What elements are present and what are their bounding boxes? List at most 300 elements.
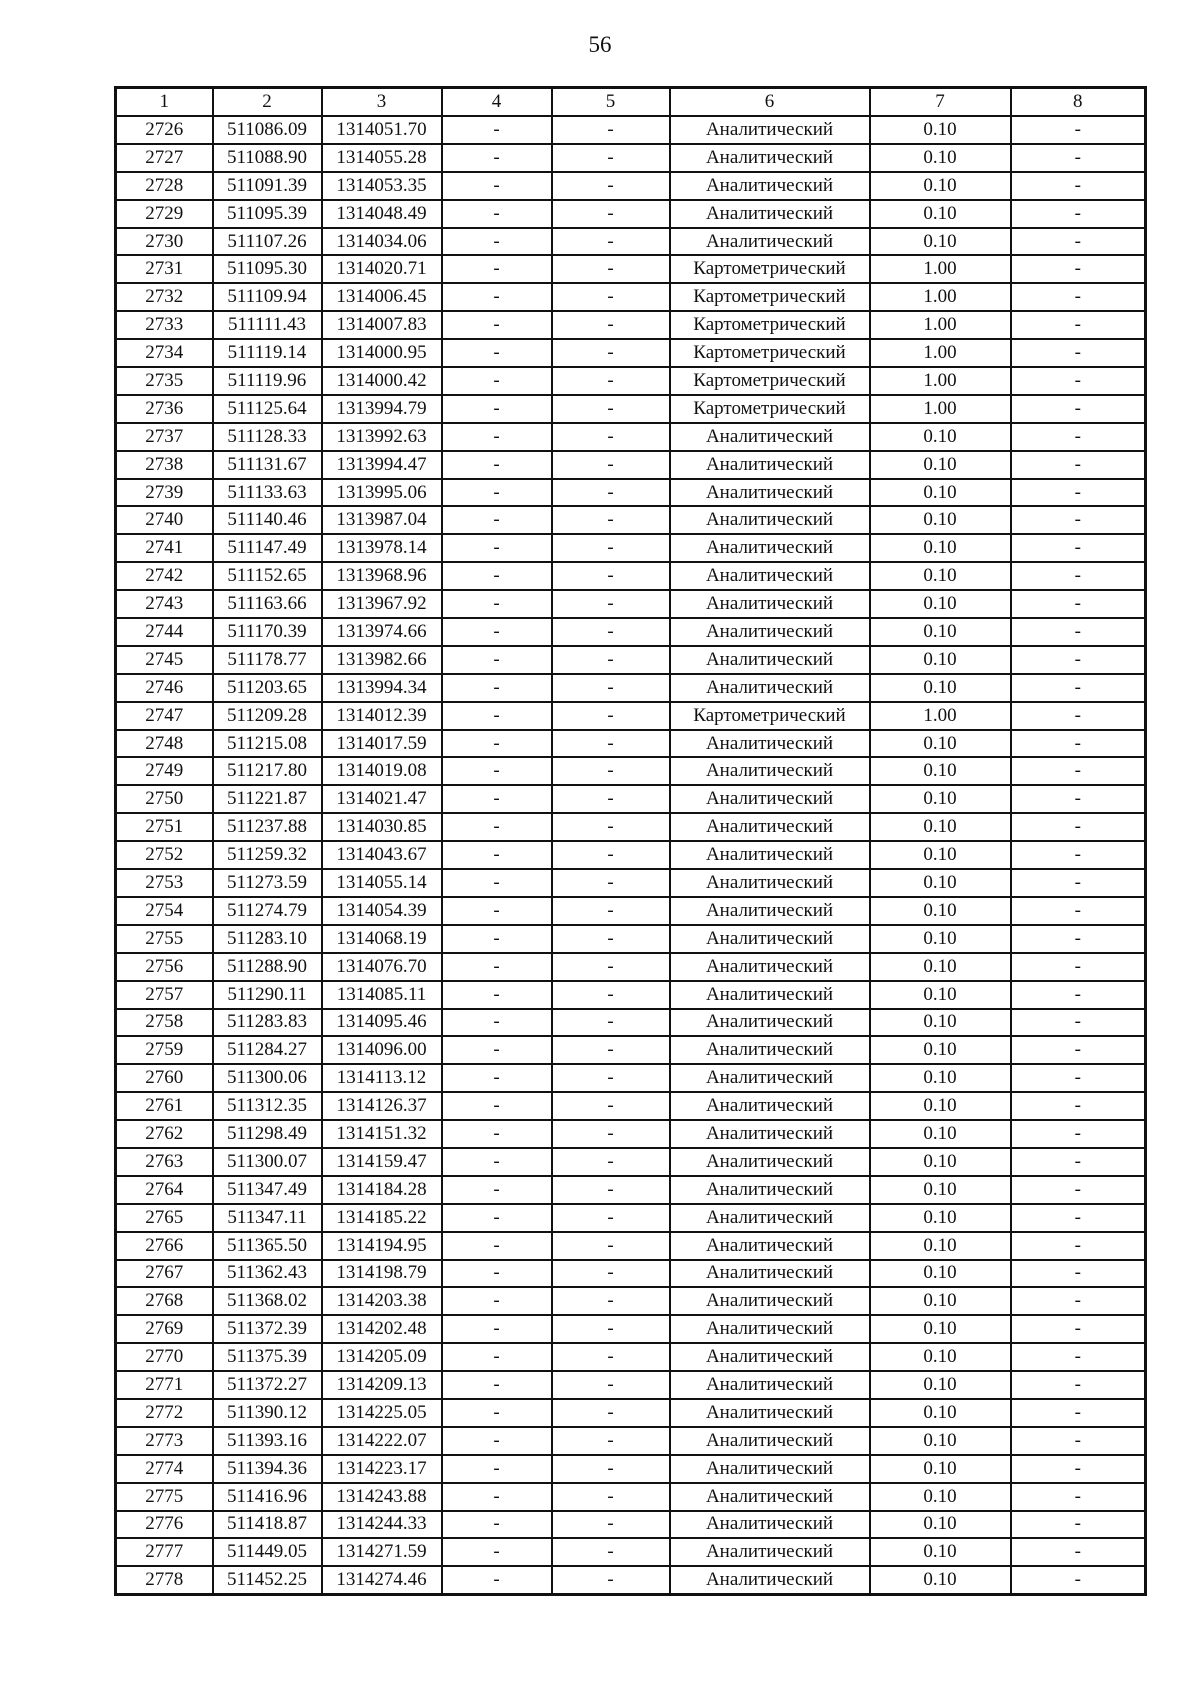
point-number-cell: 2744 <box>116 618 213 646</box>
x-coordinate-cell: 511362.43 <box>213 1260 322 1288</box>
column-4-cell: - <box>442 1538 552 1566</box>
point-number-cell: 2762 <box>116 1120 213 1148</box>
column-4-cell: - <box>442 1315 552 1343</box>
accuracy-cell: 0.10 <box>870 506 1011 534</box>
column-5-cell: - <box>552 255 670 283</box>
column-5-cell: - <box>552 339 670 367</box>
method-cell: Аналитический <box>670 1427 870 1455</box>
x-coordinate-cell: 511368.02 <box>213 1287 322 1315</box>
column-8-cell: - <box>1011 1148 1146 1176</box>
x-coordinate-cell: 511125.64 <box>213 395 322 423</box>
y-coordinate-cell: 1314054.39 <box>322 897 442 925</box>
column-8-cell: - <box>1011 255 1146 283</box>
column-5-cell: - <box>552 1176 670 1204</box>
column-5-cell: - <box>552 1232 670 1260</box>
table-row <box>116 255 1146 283</box>
table-row <box>116 1064 1146 1092</box>
accuracy-cell: 1.00 <box>870 367 1011 395</box>
method-cell: Аналитический <box>670 1260 870 1288</box>
column-8-cell: - <box>1011 1483 1146 1511</box>
column-5-cell: - <box>552 757 670 785</box>
column-4-cell: - <box>442 116 552 144</box>
x-coordinate-cell: 511163.66 <box>213 590 322 618</box>
table-row <box>116 981 1146 1009</box>
column-8-cell: - <box>1011 116 1146 144</box>
column-8-cell: - <box>1011 228 1146 256</box>
column-4-cell: - <box>442 1566 552 1594</box>
accuracy-cell: 0.10 <box>870 562 1011 590</box>
y-coordinate-cell: 1314205.09 <box>322 1343 442 1371</box>
column-8-cell: - <box>1011 1232 1146 1260</box>
column-4-cell: - <box>442 172 552 200</box>
point-number-cell: 2739 <box>116 479 213 507</box>
method-cell: Аналитический <box>670 1064 870 1092</box>
method-cell: Аналитический <box>670 451 870 479</box>
point-number-cell: 2727 <box>116 144 213 172</box>
point-number-cell: 2734 <box>116 339 213 367</box>
column-header-5: 5 <box>552 88 670 117</box>
accuracy-cell: 0.10 <box>870 200 1011 228</box>
column-4-cell: - <box>442 228 552 256</box>
x-coordinate-cell: 511393.16 <box>213 1427 322 1455</box>
column-8-cell: - <box>1011 1287 1146 1315</box>
x-coordinate-cell: 511347.11 <box>213 1204 322 1232</box>
x-coordinate-cell: 511347.49 <box>213 1176 322 1204</box>
table-row <box>116 172 1146 200</box>
accuracy-cell: 0.10 <box>870 1399 1011 1427</box>
column-8-cell: - <box>1011 506 1146 534</box>
column-5-cell: - <box>552 1148 670 1176</box>
point-number-cell: 2776 <box>116 1511 213 1539</box>
column-8-cell: - <box>1011 702 1146 730</box>
point-number-cell: 2749 <box>116 757 213 785</box>
column-4-cell: - <box>442 423 552 451</box>
table-row <box>116 1176 1146 1204</box>
table-row <box>116 283 1146 311</box>
column-4-cell: - <box>442 311 552 339</box>
column-4-cell: - <box>442 1343 552 1371</box>
y-coordinate-cell: 1313974.66 <box>322 618 442 646</box>
column-4-cell: - <box>442 1371 552 1399</box>
point-number-cell: 2770 <box>116 1343 213 1371</box>
accuracy-cell: 1.00 <box>870 255 1011 283</box>
point-number-cell: 2767 <box>116 1260 213 1288</box>
column-8-cell: - <box>1011 1566 1146 1594</box>
column-5-cell: - <box>552 534 670 562</box>
column-4-cell: - <box>442 757 552 785</box>
column-4-cell: - <box>442 702 552 730</box>
point-number-cell: 2773 <box>116 1427 213 1455</box>
accuracy-cell: 1.00 <box>870 395 1011 423</box>
accuracy-cell: 0.10 <box>870 1232 1011 1260</box>
y-coordinate-cell: 1314271.59 <box>322 1538 442 1566</box>
column-header-3: 3 <box>322 88 442 117</box>
column-8-cell: - <box>1011 1455 1146 1483</box>
table-row <box>116 1148 1146 1176</box>
column-5-cell: - <box>552 1483 670 1511</box>
column-4-cell: - <box>442 1399 552 1427</box>
point-number-cell: 2755 <box>116 925 213 953</box>
accuracy-cell: 0.10 <box>870 1287 1011 1315</box>
point-number-cell: 2778 <box>116 1566 213 1594</box>
column-5-cell: - <box>552 172 670 200</box>
column-5-cell: - <box>552 897 670 925</box>
point-number-cell: 2757 <box>116 981 213 1009</box>
y-coordinate-cell: 1313995.06 <box>322 479 442 507</box>
point-number-cell: 2737 <box>116 423 213 451</box>
y-coordinate-cell: 1314225.05 <box>322 1399 442 1427</box>
point-number-cell: 2752 <box>116 841 213 869</box>
column-5-cell: - <box>552 200 670 228</box>
x-coordinate-cell: 511133.63 <box>213 479 322 507</box>
method-cell: Аналитический <box>670 618 870 646</box>
method-cell: Аналитический <box>670 953 870 981</box>
method-cell: Аналитический <box>670 981 870 1009</box>
column-5-cell: - <box>552 1427 670 1455</box>
table-row <box>116 1343 1146 1371</box>
column-8-cell: - <box>1011 451 1146 479</box>
column-5-cell: - <box>552 479 670 507</box>
x-coordinate-cell: 511147.49 <box>213 534 322 562</box>
x-coordinate-cell: 511418.87 <box>213 1511 322 1539</box>
column-5-cell: - <box>552 395 670 423</box>
x-coordinate-cell: 511131.67 <box>213 451 322 479</box>
method-cell: Аналитический <box>670 1009 870 1037</box>
column-8-cell: - <box>1011 618 1146 646</box>
header-row <box>116 88 1146 117</box>
column-header-6: 6 <box>670 88 870 117</box>
y-coordinate-cell: 1314096.00 <box>322 1036 442 1064</box>
column-5-cell: - <box>552 283 670 311</box>
column-5-cell: - <box>552 785 670 813</box>
table-row <box>116 479 1146 507</box>
x-coordinate-cell: 511237.88 <box>213 813 322 841</box>
column-4-cell: - <box>442 479 552 507</box>
column-5-cell: - <box>552 1538 670 1566</box>
column-4-cell: - <box>442 1176 552 1204</box>
point-number-cell: 2746 <box>116 674 213 702</box>
x-coordinate-cell: 511372.27 <box>213 1371 322 1399</box>
x-coordinate-cell: 511140.46 <box>213 506 322 534</box>
y-coordinate-cell: 1313967.92 <box>322 590 442 618</box>
point-number-cell: 2774 <box>116 1455 213 1483</box>
accuracy-cell: 0.10 <box>870 1009 1011 1037</box>
point-number-cell: 2751 <box>116 813 213 841</box>
column-8-cell: - <box>1011 1009 1146 1037</box>
column-5-cell: - <box>552 562 670 590</box>
y-coordinate-cell: 1313992.63 <box>322 423 442 451</box>
x-coordinate-cell: 511119.96 <box>213 367 322 395</box>
x-coordinate-cell: 511215.08 <box>213 730 322 758</box>
table-row <box>116 534 1146 562</box>
y-coordinate-cell: 1314184.28 <box>322 1176 442 1204</box>
point-number-cell: 2747 <box>116 702 213 730</box>
column-8-cell: - <box>1011 869 1146 897</box>
accuracy-cell: 0.10 <box>870 897 1011 925</box>
x-coordinate-cell: 511365.50 <box>213 1232 322 1260</box>
method-cell: Аналитический <box>670 1511 870 1539</box>
method-cell: Аналитический <box>670 506 870 534</box>
y-coordinate-cell: 1314019.08 <box>322 757 442 785</box>
method-cell: Аналитический <box>670 1287 870 1315</box>
accuracy-cell: 0.10 <box>870 674 1011 702</box>
method-cell: Аналитический <box>670 1232 870 1260</box>
y-coordinate-cell: 1313978.14 <box>322 534 442 562</box>
table-row <box>116 674 1146 702</box>
column-4-cell: - <box>442 1092 552 1120</box>
table-row <box>116 1260 1146 1288</box>
accuracy-cell: 0.10 <box>870 646 1011 674</box>
point-number-cell: 2741 <box>116 534 213 562</box>
y-coordinate-cell: 1314000.95 <box>322 339 442 367</box>
table-row <box>116 869 1146 897</box>
table-row <box>116 702 1146 730</box>
column-5-cell: - <box>552 1566 670 1594</box>
point-number-cell: 2768 <box>116 1287 213 1315</box>
method-cell: Картометрический <box>670 339 870 367</box>
x-coordinate-cell: 511128.33 <box>213 423 322 451</box>
accuracy-cell: 0.10 <box>870 1371 1011 1399</box>
column-8-cell: - <box>1011 311 1146 339</box>
table-row <box>116 1371 1146 1399</box>
y-coordinate-cell: 1314198.79 <box>322 1260 442 1288</box>
column-5-cell: - <box>552 116 670 144</box>
accuracy-cell: 0.10 <box>870 144 1011 172</box>
table-row <box>116 116 1146 144</box>
table-row <box>116 395 1146 423</box>
column-8-cell: - <box>1011 1511 1146 1539</box>
accuracy-cell: 1.00 <box>870 702 1011 730</box>
method-cell: Картометрический <box>670 702 870 730</box>
point-number-cell: 2758 <box>116 1009 213 1037</box>
y-coordinate-cell: 1314068.19 <box>322 925 442 953</box>
x-coordinate-cell: 511178.77 <box>213 646 322 674</box>
x-coordinate-cell: 511086.09 <box>213 116 322 144</box>
x-coordinate-cell: 511372.39 <box>213 1315 322 1343</box>
point-number-cell: 2730 <box>116 228 213 256</box>
method-cell: Аналитический <box>670 1036 870 1064</box>
y-coordinate-cell: 1314244.33 <box>322 1511 442 1539</box>
column-8-cell: - <box>1011 423 1146 451</box>
accuracy-cell: 1.00 <box>870 339 1011 367</box>
point-number-cell: 2777 <box>116 1538 213 1566</box>
column-header-8: 8 <box>1011 88 1146 117</box>
method-cell: Аналитический <box>670 116 870 144</box>
x-coordinate-cell: 511091.39 <box>213 172 322 200</box>
column-4-cell: - <box>442 646 552 674</box>
point-number-cell: 2753 <box>116 869 213 897</box>
y-coordinate-cell: 1314034.06 <box>322 228 442 256</box>
method-cell: Аналитический <box>670 200 870 228</box>
table-row <box>116 367 1146 395</box>
column-8-cell: - <box>1011 590 1146 618</box>
column-5-cell: - <box>552 1399 670 1427</box>
x-coordinate-cell: 511284.27 <box>213 1036 322 1064</box>
table-row <box>116 1092 1146 1120</box>
column-4-cell: - <box>442 925 552 953</box>
column-8-cell: - <box>1011 1176 1146 1204</box>
y-coordinate-cell: 1314051.70 <box>322 116 442 144</box>
x-coordinate-cell: 511109.94 <box>213 283 322 311</box>
y-coordinate-cell: 1314055.14 <box>322 869 442 897</box>
y-coordinate-cell: 1314223.17 <box>322 1455 442 1483</box>
y-coordinate-cell: 1314017.59 <box>322 730 442 758</box>
table-row <box>116 1511 1146 1539</box>
y-coordinate-cell: 1313994.47 <box>322 451 442 479</box>
table-row <box>116 144 1146 172</box>
y-coordinate-cell: 1314021.47 <box>322 785 442 813</box>
column-5-cell: - <box>552 590 670 618</box>
column-8-cell: - <box>1011 1399 1146 1427</box>
column-4-cell: - <box>442 730 552 758</box>
table-row <box>116 841 1146 869</box>
column-5-cell: - <box>552 1511 670 1539</box>
accuracy-cell: 0.10 <box>870 1120 1011 1148</box>
column-4-cell: - <box>442 674 552 702</box>
column-4-cell: - <box>442 869 552 897</box>
column-4-cell: - <box>442 1511 552 1539</box>
column-8-cell: - <box>1011 172 1146 200</box>
accuracy-cell: 0.10 <box>870 757 1011 785</box>
table-row <box>116 730 1146 758</box>
method-cell: Аналитический <box>670 757 870 785</box>
method-cell: Аналитический <box>670 646 870 674</box>
column-8-cell: - <box>1011 395 1146 423</box>
column-4-cell: - <box>442 1148 552 1176</box>
accuracy-cell: 0.10 <box>870 172 1011 200</box>
x-coordinate-cell: 511452.25 <box>213 1566 322 1594</box>
accuracy-cell: 0.10 <box>870 925 1011 953</box>
point-number-cell: 2761 <box>116 1092 213 1120</box>
column-4-cell: - <box>442 841 552 869</box>
accuracy-cell: 0.10 <box>870 534 1011 562</box>
point-number-cell: 2728 <box>116 172 213 200</box>
column-5-cell: - <box>552 423 670 451</box>
column-4-cell: - <box>442 1204 552 1232</box>
column-4-cell: - <box>442 1483 552 1511</box>
point-number-cell: 2733 <box>116 311 213 339</box>
column-8-cell: - <box>1011 981 1146 1009</box>
method-cell: Аналитический <box>670 228 870 256</box>
column-8-cell: - <box>1011 1092 1146 1120</box>
column-8-cell: - <box>1011 841 1146 869</box>
table-row <box>116 1455 1146 1483</box>
method-cell: Аналитический <box>670 1315 870 1343</box>
method-cell: Аналитический <box>670 534 870 562</box>
table-row <box>116 757 1146 785</box>
column-5-cell: - <box>552 1064 670 1092</box>
coordinates-table <box>114 86 1147 1596</box>
table-row <box>116 339 1146 367</box>
table-row <box>116 1427 1146 1455</box>
method-cell: Аналитический <box>670 1538 870 1566</box>
column-4-cell: - <box>442 395 552 423</box>
column-8-cell: - <box>1011 562 1146 590</box>
column-5-cell: - <box>552 869 670 897</box>
table-body <box>116 116 1146 1595</box>
method-cell: Аналитический <box>670 1148 870 1176</box>
y-coordinate-cell: 1314020.71 <box>322 255 442 283</box>
point-number-cell: 2736 <box>116 395 213 423</box>
column-4-cell: - <box>442 367 552 395</box>
method-cell: Аналитический <box>670 1120 870 1148</box>
column-5-cell: - <box>552 618 670 646</box>
x-coordinate-cell: 511300.07 <box>213 1148 322 1176</box>
method-cell: Аналитический <box>670 1204 870 1232</box>
table-row <box>116 506 1146 534</box>
x-coordinate-cell: 511290.11 <box>213 981 322 1009</box>
column-5-cell: - <box>552 1260 670 1288</box>
column-header-7: 7 <box>870 88 1011 117</box>
column-4-cell: - <box>442 1427 552 1455</box>
accuracy-cell: 0.10 <box>870 423 1011 451</box>
table-row <box>116 1538 1146 1566</box>
column-5-cell: - <box>552 1204 670 1232</box>
point-number-cell: 2742 <box>116 562 213 590</box>
method-cell: Аналитический <box>670 144 870 172</box>
column-8-cell: - <box>1011 757 1146 785</box>
point-number-cell: 2729 <box>116 200 213 228</box>
column-4-cell: - <box>442 451 552 479</box>
x-coordinate-cell: 511107.26 <box>213 228 322 256</box>
y-coordinate-cell: 1314222.07 <box>322 1427 442 1455</box>
y-coordinate-cell: 1313994.79 <box>322 395 442 423</box>
method-cell: Картометрический <box>670 395 870 423</box>
column-5-cell: - <box>552 228 670 256</box>
method-cell: Аналитический <box>670 869 870 897</box>
x-coordinate-cell: 511111.43 <box>213 311 322 339</box>
accuracy-cell: 0.10 <box>870 116 1011 144</box>
table-row <box>116 925 1146 953</box>
y-coordinate-cell: 1314095.46 <box>322 1009 442 1037</box>
column-5-cell: - <box>552 1315 670 1343</box>
accuracy-cell: 1.00 <box>870 311 1011 339</box>
point-number-cell: 2735 <box>116 367 213 395</box>
point-number-cell: 2740 <box>116 506 213 534</box>
accuracy-cell: 0.10 <box>870 590 1011 618</box>
point-number-cell: 2765 <box>116 1204 213 1232</box>
column-8-cell: - <box>1011 1036 1146 1064</box>
column-4-cell: - <box>442 1287 552 1315</box>
table-row <box>116 785 1146 813</box>
method-cell: Аналитический <box>670 172 870 200</box>
x-coordinate-cell: 511300.06 <box>213 1064 322 1092</box>
column-5-cell: - <box>552 1036 670 1064</box>
accuracy-cell: 0.10 <box>870 841 1011 869</box>
column-5-cell: - <box>552 1455 670 1483</box>
y-coordinate-cell: 1314043.67 <box>322 841 442 869</box>
accuracy-cell: 0.10 <box>870 1092 1011 1120</box>
method-cell: Аналитический <box>670 813 870 841</box>
table-row <box>116 1315 1146 1343</box>
accuracy-cell: 0.10 <box>870 1315 1011 1343</box>
point-number-cell: 2759 <box>116 1036 213 1064</box>
table-row <box>116 228 1146 256</box>
point-number-cell: 2764 <box>116 1176 213 1204</box>
accuracy-cell: 0.10 <box>870 1566 1011 1594</box>
y-coordinate-cell: 1314012.39 <box>322 702 442 730</box>
x-coordinate-cell: 511394.36 <box>213 1455 322 1483</box>
point-number-cell: 2763 <box>116 1148 213 1176</box>
column-4-cell: - <box>442 1455 552 1483</box>
column-8-cell: - <box>1011 646 1146 674</box>
accuracy-cell: 0.10 <box>870 228 1011 256</box>
y-coordinate-cell: 1314126.37 <box>322 1092 442 1120</box>
column-5-cell: - <box>552 1287 670 1315</box>
table-row <box>116 953 1146 981</box>
column-8-cell: - <box>1011 534 1146 562</box>
table-row <box>116 1287 1146 1315</box>
